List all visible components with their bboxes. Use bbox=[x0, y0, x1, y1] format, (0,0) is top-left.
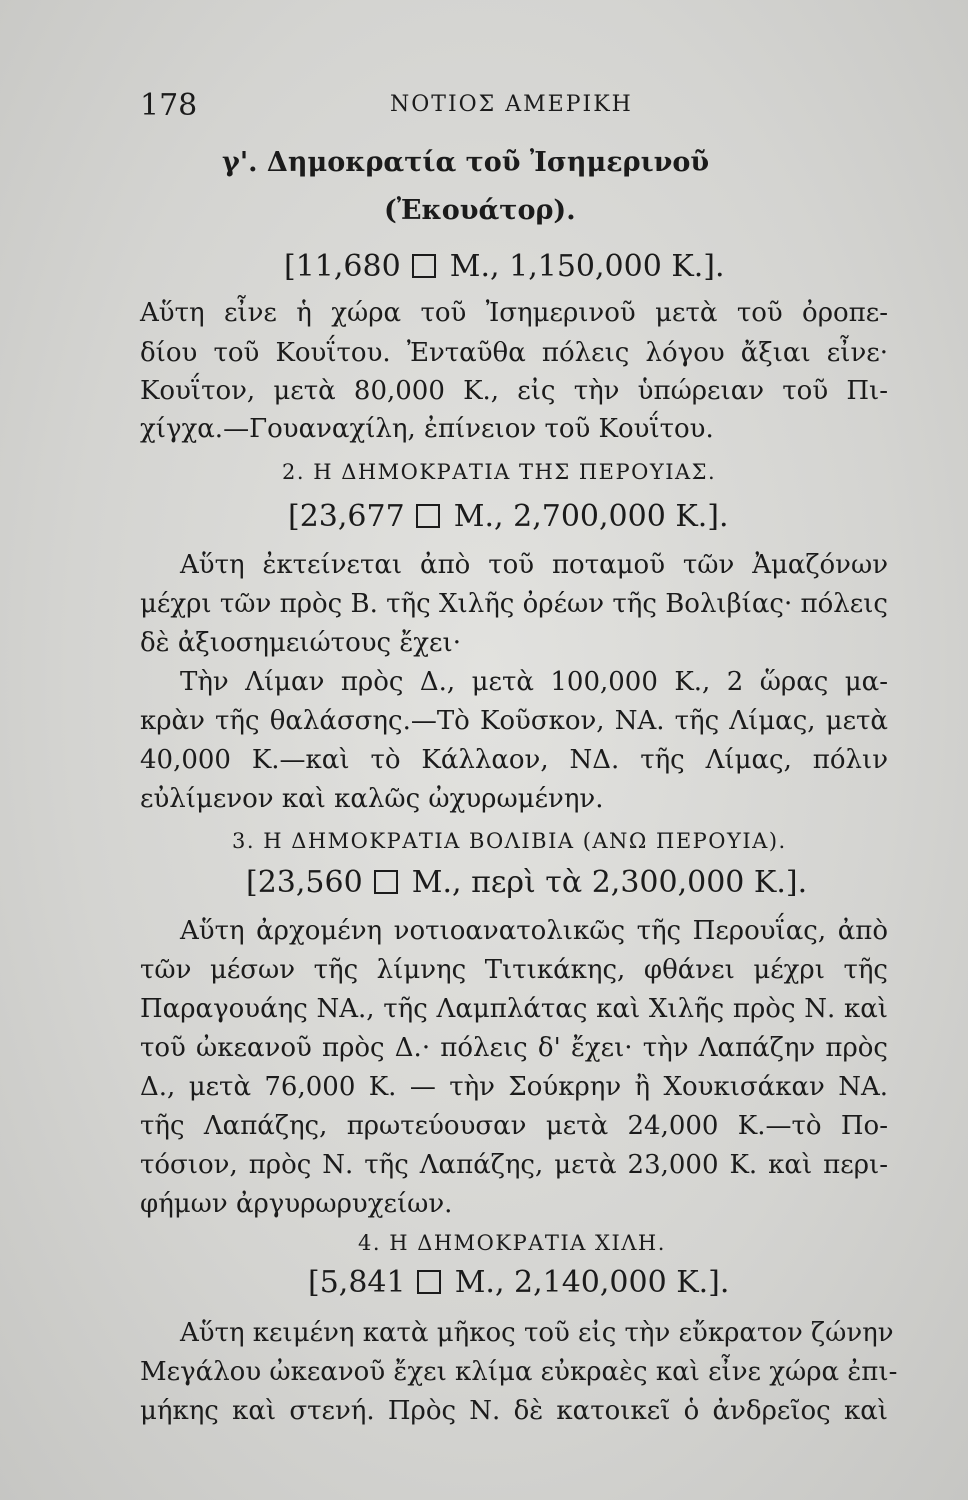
section-heading-ecuador-line1: γ'. Δημοκρατία τοῦ Ἰσημερινοῦ bbox=[222, 147, 710, 178]
statistics-line-peru bbox=[288, 500, 729, 534]
statistics-area: [11,680 bbox=[284, 249, 401, 284]
body-text-line: τόσιον, πρὸς Ν. τῆς Λαπάζης, μετὰ 23,000 Κ. καὶ περι- bbox=[140, 1150, 888, 1180]
statistics-population: Μ., 1,150,000 Κ.]. bbox=[449, 249, 725, 284]
square-symbol-icon bbox=[417, 1270, 441, 1294]
square-symbol-icon bbox=[416, 504, 440, 528]
body-text-line: φήμων ἀργυρωρυχείων. bbox=[140, 1189, 453, 1219]
page-header bbox=[140, 88, 880, 128]
running-title: ΝΟΤΙΟΣ ΑΜΕΡΙΚΗ bbox=[390, 92, 633, 117]
body-text-line: εὐλίμενον καὶ καλῶς ὠχυρωμένην. bbox=[140, 784, 604, 814]
body-text-line: δὲ ἀξιοσημειώτους ἔχει· bbox=[140, 628, 461, 658]
statistics-population: Μ., 2,140,000 Κ.]. bbox=[454, 1265, 730, 1300]
body-text-line: μήκης καὶ στενή. Πρὸς Ν. δὲ κατοικεῖ ὁ ἀνδρεῖος καὶ bbox=[140, 1396, 888, 1426]
statistics-area: [23,560 bbox=[246, 865, 363, 900]
body-text-line: Δ., μετὰ 76,000 Κ. — τὴν Σούκρην ἢ Χουκισάκαν ΝΑ. bbox=[140, 1072, 888, 1102]
section-heading-chile: 4. Η ΔΗΜΟΚΡΑΤΙΑ ΧΙΛΗ. bbox=[358, 1231, 666, 1255]
body-text-line: δίου τοῦ Κουΐτου. Ἐνταῦθα πόλεις λόγου ἄξιαι εἶνε· bbox=[140, 338, 888, 368]
body-text-line: Αὕτη ἐκτείνεται ἀπὸ τοῦ ποταμοῦ τῶν Ἀμαζόνων bbox=[180, 550, 888, 580]
body-text-line: τῶν μέσων τῆς λίμνης Τιτικάκης, φθάνει μέχρι τῆς bbox=[140, 955, 888, 985]
statistics-line-ecuador bbox=[284, 250, 725, 284]
section-heading-peru: 2. Η ΔΗΜΟΚΡΑΤΙΑ ΤΗΣ ΠΕΡΟΥΙΑΣ. bbox=[282, 460, 717, 484]
body-text-line: Αὕτη ἀρχομένη νοτιοανατολικῶς τῆς Περουΐας, ἀπὸ bbox=[180, 916, 888, 946]
statistics-line-bolivia bbox=[246, 866, 807, 900]
body-text-line: Κουΐτον, μετὰ 80,000 Κ., εἰς τὴν ὑπώρειαν τοῦ Πι- bbox=[140, 376, 888, 406]
body-text-line: Τὴν Λίμαν πρὸς Δ., μετὰ 100,000 Κ., 2 ὥρας μα- bbox=[180, 667, 888, 697]
body-text-line: χίγχα.—Γουαναχίλη, ἐπίνειον τοῦ Κουΐτου. bbox=[140, 414, 714, 444]
body-text-line: τῆς Λαπάζης, πρωτεύουσαν μετὰ 24,000 Κ.—τὸ Πο- bbox=[140, 1111, 888, 1141]
square-symbol-icon bbox=[412, 254, 436, 278]
section-heading-bolivia: 3. Η ΔΗΜΟΚΡΑΤΙΑ ΒΟΛΙΒΙΑ (ΑΝΩ ΠΕΡΟΥΙΑ). bbox=[232, 829, 787, 853]
statistics-population: Μ., περὶ τὰ 2,300,000 Κ.]. bbox=[411, 865, 808, 900]
square-symbol-icon bbox=[374, 870, 398, 894]
statistics-area: [5,841 bbox=[308, 1265, 406, 1300]
body-text-line: Αὕτη εἶνε ἡ χώρα τοῦ Ἰσημερινοῦ μετὰ τοῦ ὀροπε- bbox=[140, 298, 888, 328]
page-number: 178 bbox=[140, 88, 198, 123]
body-text-line: Μεγάλου ὠκεανοῦ ἔχει κλίμα εὐκραὲς καὶ εἶνε χώρα ἐπι- bbox=[140, 1357, 898, 1387]
body-text-line: Παραγουάης ΝΑ., τῆς Λαμπλάτας καὶ Χιλῆς πρὸς Ν. καὶ bbox=[140, 994, 888, 1024]
statistics-population: Μ., 2,700,000 Κ.]. bbox=[453, 499, 729, 534]
body-text-line: τοῦ ὠκεανοῦ πρὸς Δ.· πόλεις δ' ἔχει· τὴν Λαπάζην πρὸς bbox=[140, 1033, 888, 1063]
body-text-line: μέχρι τῶν πρὸς Β. τῆς Χιλῆς ὀρέων τῆς Βολιβίας· πόλεις bbox=[140, 589, 888, 619]
body-text-line: 40,000 Κ.—καὶ τὸ Κάλλαον, ΝΔ. τῆς Λίμας, πόλιν bbox=[140, 745, 888, 775]
statistics-line-chile bbox=[308, 1266, 729, 1300]
body-text-line: Αὕτη κειμένη κατὰ μῆκος τοῦ εἰς τὴν εὔκρατον ζώνην bbox=[180, 1318, 894, 1348]
statistics-area: [23,677 bbox=[288, 499, 405, 534]
section-heading-ecuador-line2: (Ἐκουάτορ). bbox=[384, 195, 576, 226]
body-text-line: κρὰν τῆς θαλάσσης.—Τὸ Κοῦσκον, ΝΑ. τῆς Λίμας, μετὰ bbox=[140, 706, 888, 736]
